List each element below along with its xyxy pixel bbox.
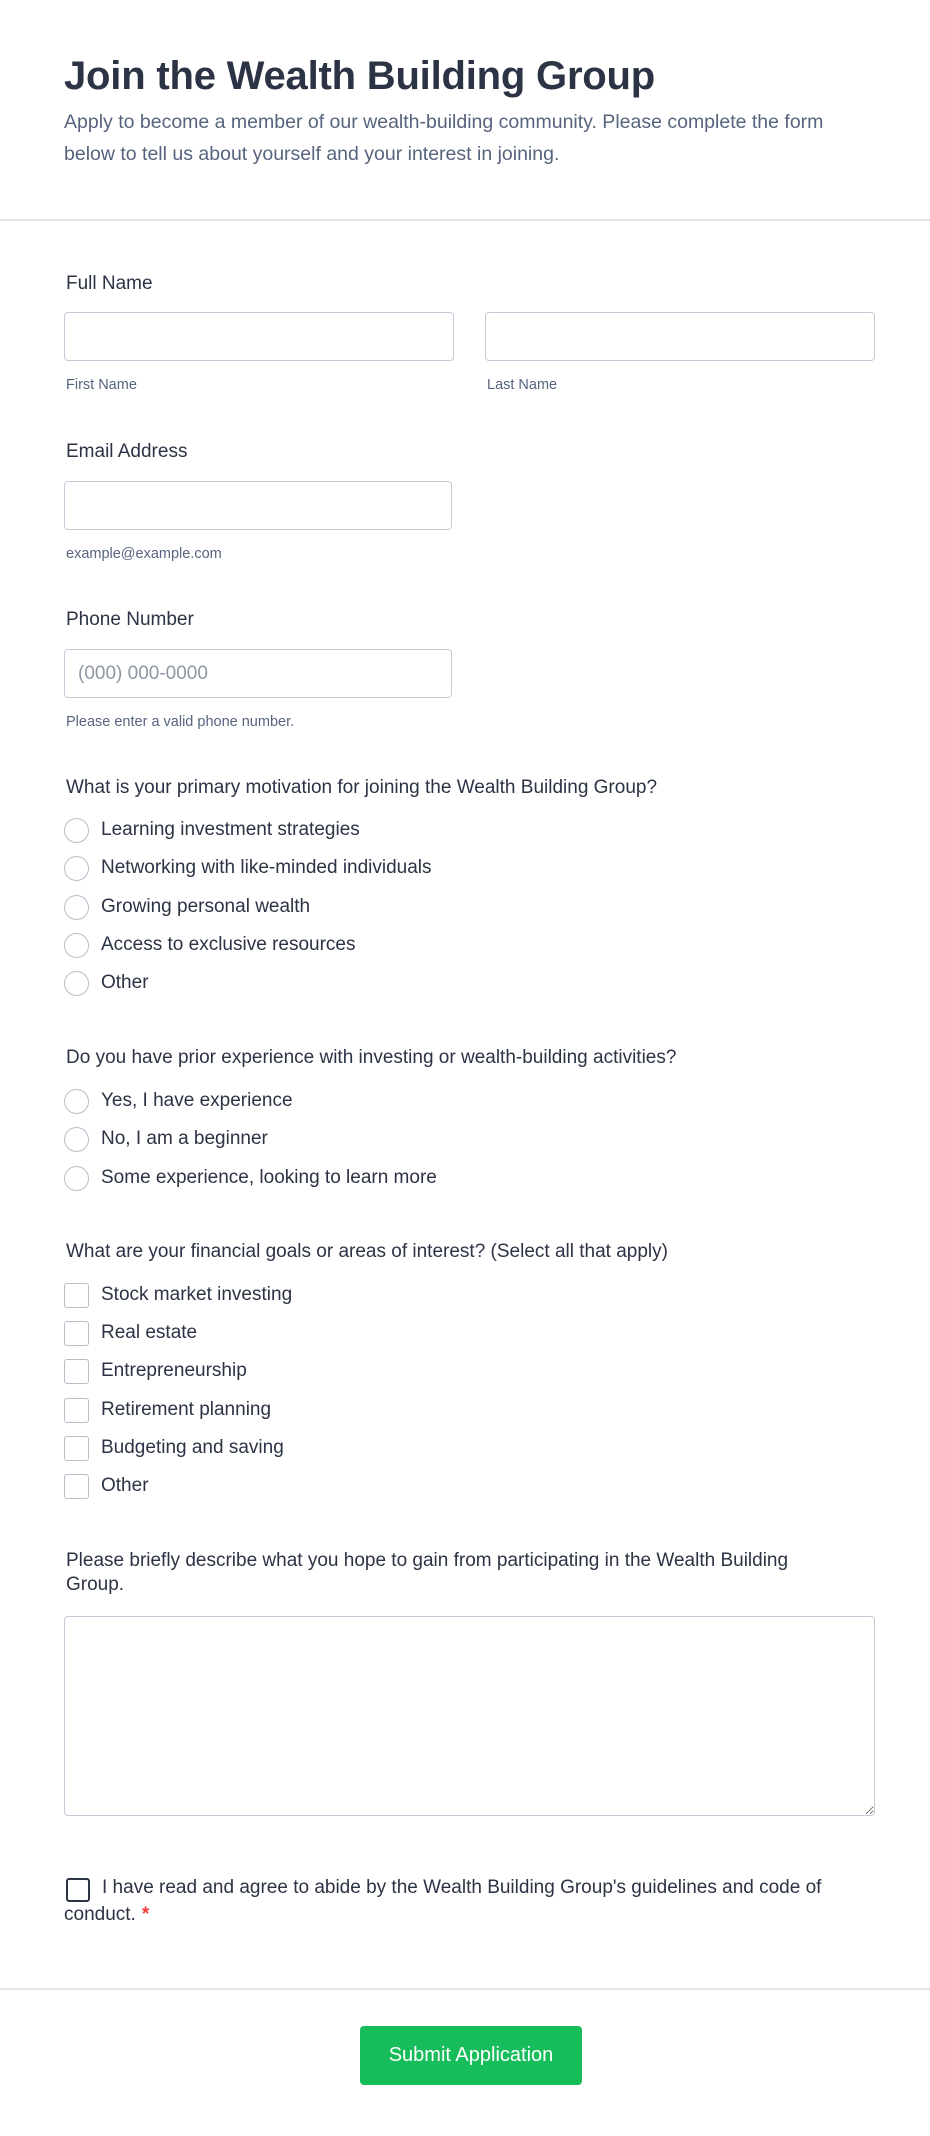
- email-sublabel: example@example.com: [66, 546, 222, 562]
- motivation-option[interactable]: [64, 969, 149, 997]
- motivation-option[interactable]: [64, 816, 360, 844]
- option-label: Learning investment strategies: [101, 819, 360, 840]
- experience-option[interactable]: [64, 1087, 293, 1115]
- motivation-option[interactable]: [64, 931, 356, 959]
- submit-application-button[interactable]: Submit Application: [360, 2026, 582, 2085]
- option-label: Other: [101, 972, 149, 993]
- radio-button[interactable]: [64, 895, 89, 920]
- option-label: Real estate: [101, 1322, 198, 1343]
- radio-button[interactable]: [64, 1089, 89, 1114]
- first-name-sublabel: First Name: [66, 377, 137, 393]
- experience-question: Do you have prior experience with investing or wealth-building activities?: [66, 1047, 677, 1068]
- goals-option[interactable]: [64, 1396, 271, 1424]
- first-name-input[interactable]: [64, 312, 454, 361]
- radio-button[interactable]: [64, 1166, 89, 1191]
- goals-option[interactable]: [64, 1434, 284, 1462]
- option-label: Stock market investing: [101, 1284, 293, 1305]
- option-label: Entrepreneurship: [101, 1360, 247, 1381]
- option-label: Other: [101, 1475, 149, 1496]
- phone-input[interactable]: [64, 649, 452, 698]
- option-label: Retirement planning: [101, 1399, 272, 1420]
- checkbox[interactable]: [64, 1436, 89, 1461]
- radio-button[interactable]: [64, 933, 89, 958]
- motivation-question: What is your primary motivation for joining the Wealth Building Group?: [66, 777, 658, 798]
- goals-option[interactable]: [64, 1319, 197, 1347]
- terms-label: [64, 1874, 824, 1928]
- phone-label: Phone Number: [66, 609, 194, 630]
- option-label: Networking with like-minded individuals: [101, 857, 432, 878]
- option-label: Yes, I have experience: [101, 1090, 293, 1111]
- option-label: No, I am a beginner: [101, 1128, 268, 1149]
- checkbox[interactable]: [64, 1283, 89, 1308]
- checkbox[interactable]: [64, 1398, 89, 1423]
- motivation-option[interactable]: [64, 854, 432, 882]
- goals-option[interactable]: [64, 1357, 247, 1385]
- option-label: Access to exclusive resources: [101, 934, 356, 955]
- option-label: Some experience, looking to learn more: [101, 1167, 437, 1188]
- page-title: Join the Wealth Building Group: [64, 54, 656, 98]
- radio-button[interactable]: [64, 818, 89, 843]
- checkbox[interactable]: [64, 1359, 89, 1384]
- experience-option[interactable]: [64, 1164, 437, 1192]
- goals-question: What are your financial goals or areas of interest? (Select all that apply): [66, 1241, 668, 1262]
- experience-option[interactable]: [64, 1125, 268, 1153]
- goals-option[interactable]: [64, 1472, 149, 1500]
- email-label: Email Address: [66, 441, 188, 462]
- terms-text: I have read and agree to abide by the Wealth Building Group's guidelines and code of conduct.: [64, 1877, 822, 1925]
- goals-option[interactable]: [64, 1281, 292, 1309]
- checkbox[interactable]: [64, 1321, 89, 1346]
- required-asterisk: *: [141, 1904, 150, 1925]
- header-divider: [0, 219, 930, 221]
- radio-button[interactable]: [64, 856, 89, 881]
- phone-sublabel: Please enter a valid phone number.: [66, 714, 295, 730]
- radio-button[interactable]: [64, 1127, 89, 1152]
- option-label: Growing personal wealth: [101, 896, 311, 917]
- checkbox[interactable]: [64, 1474, 89, 1499]
- radio-button[interactable]: [64, 971, 89, 996]
- footer-divider: [0, 1988, 930, 1990]
- page-subtitle: Apply to become a member of our wealth-building community. Please complete the form below to tell us about yourself and your interest in joining.: [64, 111, 824, 165]
- option-label: Budgeting and saving: [101, 1437, 284, 1458]
- motivation-option[interactable]: [64, 893, 310, 921]
- gain-textarea[interactable]: [64, 1616, 875, 1816]
- full-name-label: Full Name: [66, 273, 153, 294]
- last-name-sublabel: Last Name: [487, 377, 558, 393]
- last-name-input[interactable]: [485, 312, 875, 361]
- email-input[interactable]: [64, 481, 452, 530]
- gain-question: Please briefly describe what you hope to gain from participating in the Wealth Building Group.: [66, 1550, 789, 1595]
